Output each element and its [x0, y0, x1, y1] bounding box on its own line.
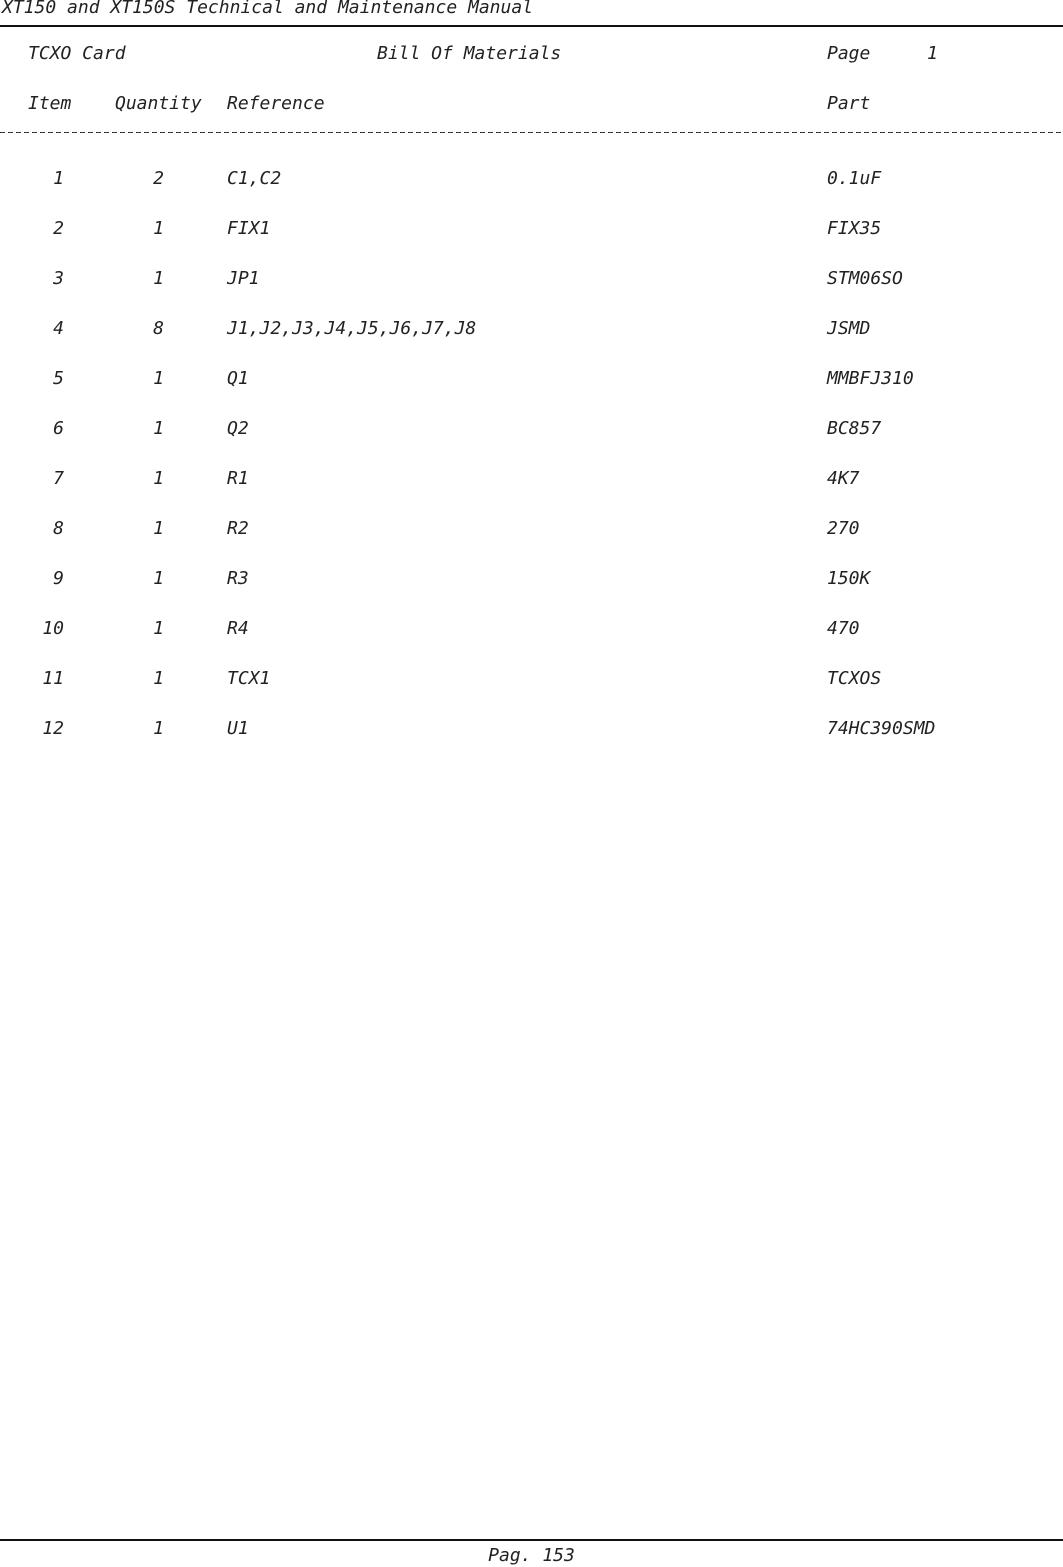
item-number: 7	[53, 468, 64, 489]
table-row	[0, 319, 1063, 339]
quantity: 1	[153, 218, 164, 239]
part: TCXOS	[827, 668, 882, 689]
quantity: 1	[153, 468, 164, 489]
quantity: 8	[153, 318, 164, 339]
reference: J1,J2,J3,J4,J5,J6,J7,J8	[227, 318, 477, 339]
part: 150K	[827, 568, 871, 589]
reference: Q2	[227, 418, 249, 439]
quantity: 1	[153, 368, 164, 389]
footer-rule	[0, 1539, 1063, 1541]
quantity: 2	[153, 168, 164, 189]
reference: R3	[227, 568, 249, 589]
table-row	[0, 269, 1063, 289]
item-number: 1	[53, 168, 64, 189]
quantity: 1	[153, 268, 164, 289]
part: BC857	[827, 418, 882, 439]
header-rule	[0, 25, 1063, 27]
quantity: 1	[153, 518, 164, 539]
manual-title: XT150 and XT150S Technical and Maintenance Manual	[2, 0, 534, 18]
column-header-quantity: Quantity	[115, 93, 202, 114]
part: STM06SO	[827, 268, 903, 289]
item-number: 6	[53, 418, 64, 439]
quantity: 1	[153, 618, 164, 639]
reference: JP1	[227, 268, 260, 289]
report-title: Bill Of Materials	[377, 43, 562, 64]
reference: R2	[227, 518, 249, 539]
reference: Q1	[227, 368, 249, 389]
table-row	[0, 419, 1063, 439]
footer-page-number: Pag. 153	[488, 1545, 575, 1566]
quantity: 1	[153, 418, 164, 439]
item-number: 2	[53, 218, 64, 239]
item-number: 4	[53, 318, 64, 339]
table-row	[0, 219, 1063, 239]
column-header-part: Part	[827, 93, 871, 114]
reference: R1	[227, 468, 249, 489]
column-header-reference: Reference	[227, 93, 325, 114]
part: 0.1uF	[827, 168, 882, 189]
card-name: TCXO Card	[28, 43, 126, 64]
table-row	[0, 369, 1063, 389]
table-row	[0, 669, 1063, 689]
item-number: 3	[53, 268, 64, 289]
part: 270	[827, 518, 860, 539]
table-row	[0, 519, 1063, 539]
reference: C1,C2	[227, 168, 282, 189]
header-separator	[0, 132, 1063, 133]
page-number: 1	[927, 43, 938, 64]
item-number: 12	[42, 718, 64, 739]
item-number: 10	[42, 618, 64, 639]
part: JSMD	[827, 318, 871, 339]
table-row	[0, 719, 1063, 739]
part: 470	[827, 618, 860, 639]
quantity: 1	[153, 568, 164, 589]
part: 74HC390SMD	[827, 718, 936, 739]
quantity: 1	[153, 668, 164, 689]
reference: TCX1	[227, 668, 271, 689]
table-row	[0, 469, 1063, 489]
item-number: 8	[53, 518, 64, 539]
column-header-item: Item	[28, 93, 72, 114]
part: FIX35	[827, 218, 882, 239]
item-number: 5	[53, 368, 64, 389]
item-number: 11	[42, 668, 64, 689]
quantity: 1	[153, 718, 164, 739]
table-row	[0, 619, 1063, 639]
page-label: Page	[827, 43, 871, 64]
table-row	[0, 569, 1063, 589]
reference: R4	[227, 618, 249, 639]
reference: FIX1	[227, 218, 271, 239]
table-row	[0, 169, 1063, 189]
item-number: 9	[53, 568, 64, 589]
part: 4K7	[827, 468, 860, 489]
part: MMBFJ310	[827, 368, 914, 389]
reference: U1	[227, 718, 249, 739]
